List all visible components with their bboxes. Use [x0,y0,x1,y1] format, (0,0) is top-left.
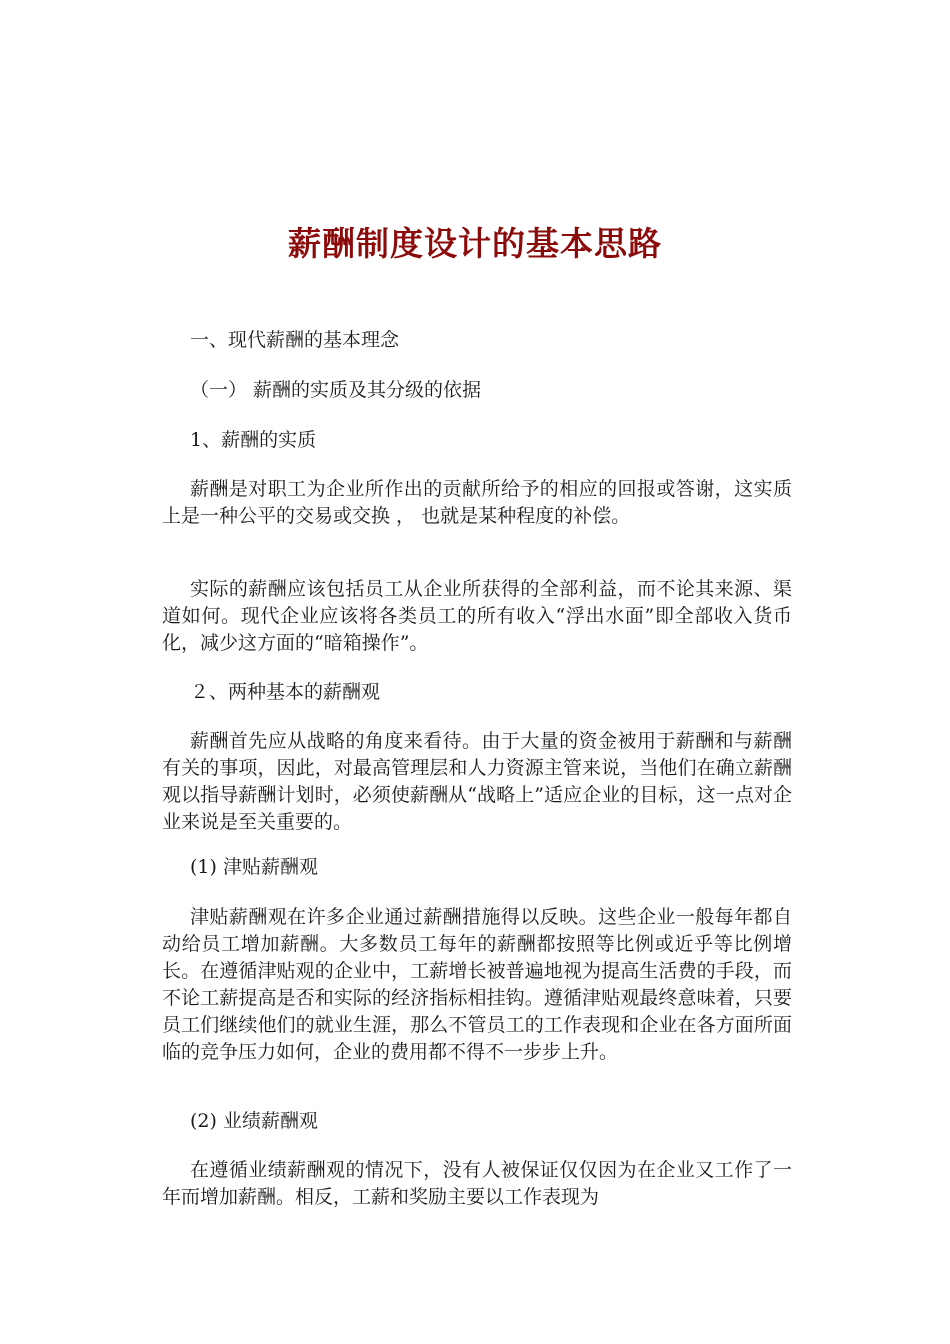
paragraph-2: 实际的薪酬应该包括员工从企业所获得的全部利益，而不论其来源、渠道如何。现代企业应该将各类员工的所有收入“浮出水面”即全部收入货币化，减少这方面的“暗箱操作”。 [162,578,792,654]
paragraph-5: 在遵循业绩薪酬观的情况下，没有人被保证仅仅因为在企业又工作了一年而增加薪酬。相反，工薪和奖励主要以工作表现为 [162,1159,792,1208]
subsection-heading-1: （一） 薪酬的实质及其分级的依据 [190,379,482,401]
paragraph-3: 薪酬首先应从战略的角度来看待。由于大量的资金被用于薪酬和与薪酬有关的事项，因此，对最高管理层和人力资源主管来说，当他们在确立薪酬观以指导薪酬计划时，必须使薪酬从“战略上”适应企业的目标，这一点对企业来说是至关重要的。 [162,730,792,833]
item-heading-1: 1、薪酬的实质 [190,429,317,451]
paragraph-1: 薪酬是对职工为企业所作出的贡献所给予的相应的回报或答谢，这实质上是一种公平的交易或交换 ， 也就是某种程度的补偿。 [162,478,792,527]
item-heading-2: ２、两种基本的薪酬观 [190,681,381,703]
subheading-performance-view: (2) 业绩薪酬观 [190,1110,318,1132]
subheading-allowance-view: (1) 津贴薪酬观 [190,856,318,878]
section-heading-1: 一、现代薪酬的基本理念 [190,329,400,351]
document-title: 薪酬制度设计的基本思路 [288,224,662,263]
paragraph-4: 津贴薪酬观在许多企业通过薪酬措施得以反映。这些企业一般每年都自动给员工增加薪酬。大多数员工每年的薪酬都按照等比例或近乎等比例增长。在遵循津贴观的企业中，工薪增长被普遍地视为提高生活费的手段，而不论工薪提高是否和实际的经济指标相挂钩。遵循津贴观最终意味着，只要员工们继续他们的就业生涯，那么不管员工的工作表现和企业在各方面所面临的竞争压力如何，企业的费用都不得不一步步上升。 [162,906,792,1063]
